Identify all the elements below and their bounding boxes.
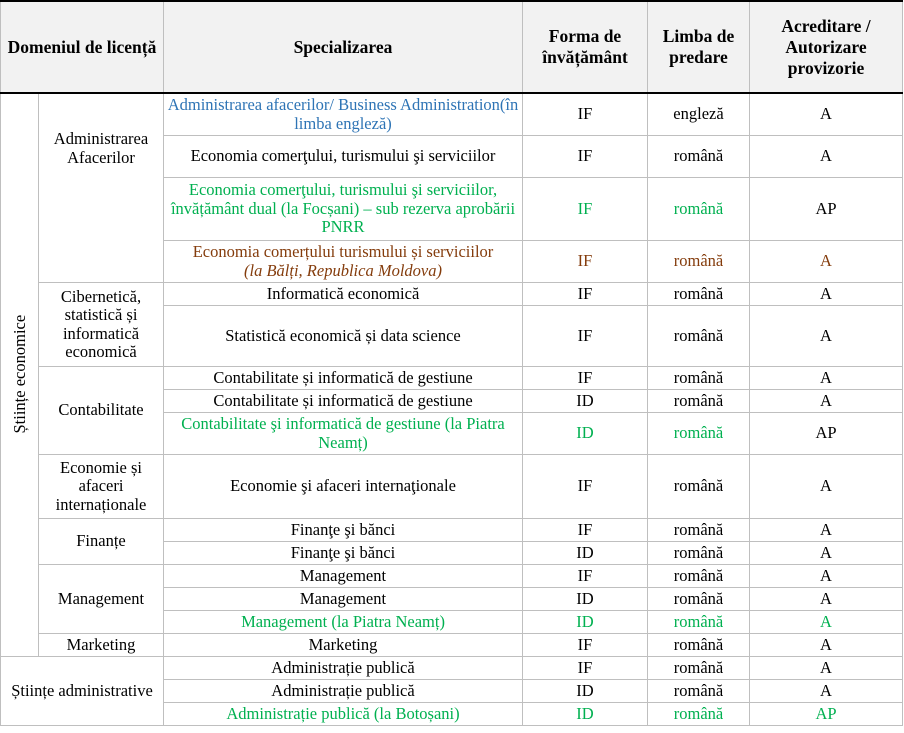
lang-cell: română: [648, 542, 750, 565]
form-cell: IF: [523, 283, 648, 306]
acc-cell: AP: [750, 178, 903, 241]
table-row: [1, 634, 903, 657]
lang-cell: română: [648, 588, 750, 611]
group-administrative: Științe administrative: [1, 657, 164, 726]
spec-cell: Finanţe şi bănci: [164, 519, 523, 542]
domain-cibernetica: Cibernetică, statistică și informatică economică: [39, 283, 164, 367]
form-cell: IF: [523, 93, 648, 136]
acc-cell: A: [750, 634, 903, 657]
acc-cell: A: [750, 93, 903, 136]
form-cell: IF: [523, 367, 648, 390]
lang-cell: engleză: [648, 93, 750, 136]
group-economic: Științe economice: [1, 93, 39, 657]
lang-cell: română: [648, 703, 750, 726]
form-cell: IF: [523, 455, 648, 519]
spec-cell: Administrație publică: [164, 657, 523, 680]
domain-finante: Finanțe: [39, 519, 164, 565]
lang-cell: română: [648, 367, 750, 390]
table-row: [1, 93, 903, 136]
acc-cell: AP: [750, 413, 903, 455]
form-cell: ID: [523, 390, 648, 413]
acc-cell: A: [750, 455, 903, 519]
lang-cell: română: [648, 519, 750, 542]
acc-cell: A: [750, 542, 903, 565]
lang-cell: română: [648, 241, 750, 283]
table-row: [1, 565, 903, 588]
form-cell: IF: [523, 241, 648, 283]
form-cell: IF: [523, 306, 648, 367]
spec-cell: Contabilitate și informatică de gestiune: [164, 390, 523, 413]
spec-cell: Marketing: [164, 634, 523, 657]
domain-contabilitate: Contabilitate: [39, 367, 164, 455]
acc-cell: A: [750, 680, 903, 703]
table-row: [1, 519, 903, 542]
header-language: Limba de predare: [648, 1, 750, 93]
header-form: Forma de învățământ: [523, 1, 648, 93]
table-row: [1, 283, 903, 306]
lang-cell: română: [648, 306, 750, 367]
form-cell: IF: [523, 178, 648, 241]
spec-cell: Management: [164, 565, 523, 588]
form-cell: IF: [523, 519, 648, 542]
header-row: [1, 1, 903, 93]
lang-cell: română: [648, 413, 750, 455]
table-row: [1, 657, 903, 680]
spec-cell: Contabilitate și informatică de gestiune: [164, 367, 523, 390]
header-domain: Domeniul de licență: [1, 1, 164, 93]
spec-cell: Finanţe şi bănci: [164, 542, 523, 565]
acc-cell: A: [750, 611, 903, 634]
lang-cell: română: [648, 283, 750, 306]
acc-cell: A: [750, 306, 903, 367]
lang-cell: română: [648, 611, 750, 634]
acc-cell: A: [750, 588, 903, 611]
form-cell: IF: [523, 136, 648, 178]
form-cell: ID: [523, 680, 648, 703]
acc-cell: A: [750, 136, 903, 178]
spec-cell: Statistică economică și data science: [164, 306, 523, 367]
acc-cell: A: [750, 657, 903, 680]
form-cell: ID: [523, 542, 648, 565]
lang-cell: română: [648, 178, 750, 241]
table-row: [1, 455, 903, 519]
header-accreditation: Acreditare / Autorizare provizorie: [750, 1, 903, 93]
lang-cell: română: [648, 136, 750, 178]
acc-cell: A: [750, 565, 903, 588]
acc-cell: A: [750, 283, 903, 306]
spec-cell: Administrație publică: [164, 680, 523, 703]
domain-economie: Economie și afaceri internaționale: [39, 455, 164, 519]
form-cell: IF: [523, 565, 648, 588]
header-specialization: Specializarea: [164, 1, 523, 93]
spec-cell: [164, 241, 523, 283]
spec-text: Economia comerțului turismului și serviciilor: [192, 242, 494, 261]
form-cell: ID: [523, 413, 648, 455]
acc-cell: A: [750, 390, 903, 413]
spec-cell: Administrație publică (la Botoșani): [164, 703, 523, 726]
acc-cell: AP: [750, 703, 903, 726]
spec-cell: Informatică economică: [164, 283, 523, 306]
form-cell: ID: [523, 588, 648, 611]
form-cell: IF: [523, 657, 648, 680]
lang-cell: română: [648, 455, 750, 519]
domain-afaceri: Administrarea Afacerilor: [39, 93, 164, 283]
spec-cell: Economia comerţului, turismului şi serviciilor, învățământ dual (la Focșani) – sub rezerva aprobării PNRR: [164, 178, 523, 241]
lang-cell: română: [648, 390, 750, 413]
acc-cell: A: [750, 519, 903, 542]
acc-cell: A: [750, 241, 903, 283]
table-row: [1, 367, 903, 390]
lang-cell: română: [648, 657, 750, 680]
acc-cell: A: [750, 367, 903, 390]
form-cell: ID: [523, 611, 648, 634]
spec-cell: Economia comerţului, turismului şi serviciilor: [164, 136, 523, 178]
spec-cell: Economie şi afaceri internaţionale: [164, 455, 523, 519]
form-cell: ID: [523, 703, 648, 726]
form-cell: IF: [523, 634, 648, 657]
spec-location-note: (la Bălți, Republica Moldova): [244, 260, 442, 280]
lang-cell: română: [648, 565, 750, 588]
spec-cell: Management (la Piatra Neamț): [164, 611, 523, 634]
spec-cell: Management: [164, 588, 523, 611]
spec-cell: Administrarea afacerilor/ Business Administration(în limba engleză): [164, 93, 523, 136]
lang-cell: română: [648, 634, 750, 657]
domain-management: Management: [39, 565, 164, 634]
domain-marketing: Marketing: [39, 634, 164, 657]
spec-cell: Contabilitate şi informatică de gestiune (la Piatra Neamț): [164, 413, 523, 455]
lang-cell: română: [648, 680, 750, 703]
